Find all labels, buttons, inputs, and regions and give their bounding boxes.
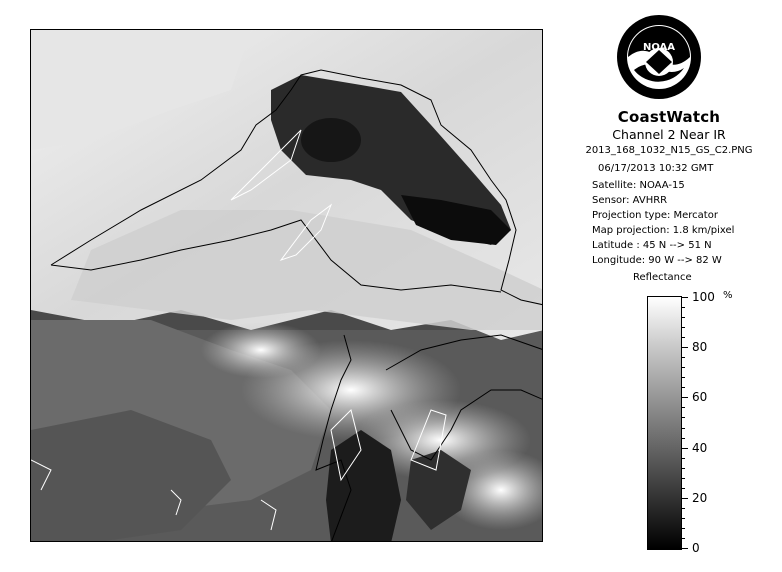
- longitude-range: Longitude: 90 W --> 82 W: [592, 255, 722, 266]
- product-title: CoastWatch: [617, 108, 721, 126]
- scale-minor-tick: [682, 337, 685, 338]
- scale-minor-tick: [682, 438, 685, 439]
- scale-minor-tick: [682, 367, 685, 368]
- scale-minor-tick: [682, 307, 685, 308]
- scale-minor-tick: [682, 458, 685, 459]
- scale-minor-tick: [682, 538, 685, 539]
- scale-tick-mark: [682, 548, 688, 549]
- scale-minor-tick: [682, 407, 685, 408]
- reflectance-scale-bar: [647, 296, 682, 550]
- scale-minor-tick: [682, 417, 685, 418]
- scale-minor-tick: [682, 377, 685, 378]
- scale-tick-label: 80: [692, 340, 708, 355]
- scale-minor-tick: [682, 357, 685, 358]
- scale-unit: %: [723, 290, 733, 301]
- projection-type: Projection type: Mercator: [592, 210, 718, 221]
- scale-tick-label: 0: [692, 541, 700, 555]
- latitude-range: Latitude : 45 N --> 51 N: [592, 240, 712, 251]
- channel-subtitle: Channel 2 Near IR: [612, 127, 726, 142]
- scale-minor-tick: [682, 478, 685, 479]
- datetime: 06/17/2013 10:32 GMT: [598, 163, 714, 174]
- scale-tick-mark: [682, 448, 688, 449]
- scale-minor-tick: [682, 508, 685, 509]
- satellite-image: [30, 29, 543, 542]
- noaa-logo: [616, 14, 702, 100]
- scale-tick-label: 20: [692, 490, 708, 505]
- scale-tick-mark: [682, 297, 688, 298]
- image-filename: 2013_168_1032_N15_GS_C2.PNG: [585, 145, 753, 156]
- scale-minor-tick: [682, 327, 685, 328]
- satellite-label: Satellite: NOAA-15: [592, 180, 685, 191]
- scale-minor-tick: [682, 317, 685, 318]
- scale-minor-tick: [682, 528, 685, 529]
- scale-minor-tick: [682, 488, 685, 489]
- satellite-scene: [31, 30, 543, 542]
- scale-minor-tick: [682, 387, 685, 388]
- noaa-logo-text: NOAA: [642, 42, 676, 53]
- scale-tick-label: 100: [692, 290, 715, 304]
- scale-tick-label: 60: [692, 390, 708, 405]
- scale-tick-mark: [682, 347, 688, 348]
- scale-tick-mark: [682, 397, 688, 398]
- scale-minor-tick: [682, 468, 685, 469]
- sensor-label: Sensor: AVHRR: [592, 195, 668, 206]
- scale-tick-label: 40: [692, 440, 708, 455]
- scale-title: Reflectance: [633, 272, 692, 283]
- scale-tick-mark: [682, 498, 688, 499]
- scale-minor-tick: [682, 428, 685, 429]
- scale-minor-tick: [682, 518, 685, 519]
- map-projection: Map projection: 1.8 km/pixel: [592, 225, 735, 236]
